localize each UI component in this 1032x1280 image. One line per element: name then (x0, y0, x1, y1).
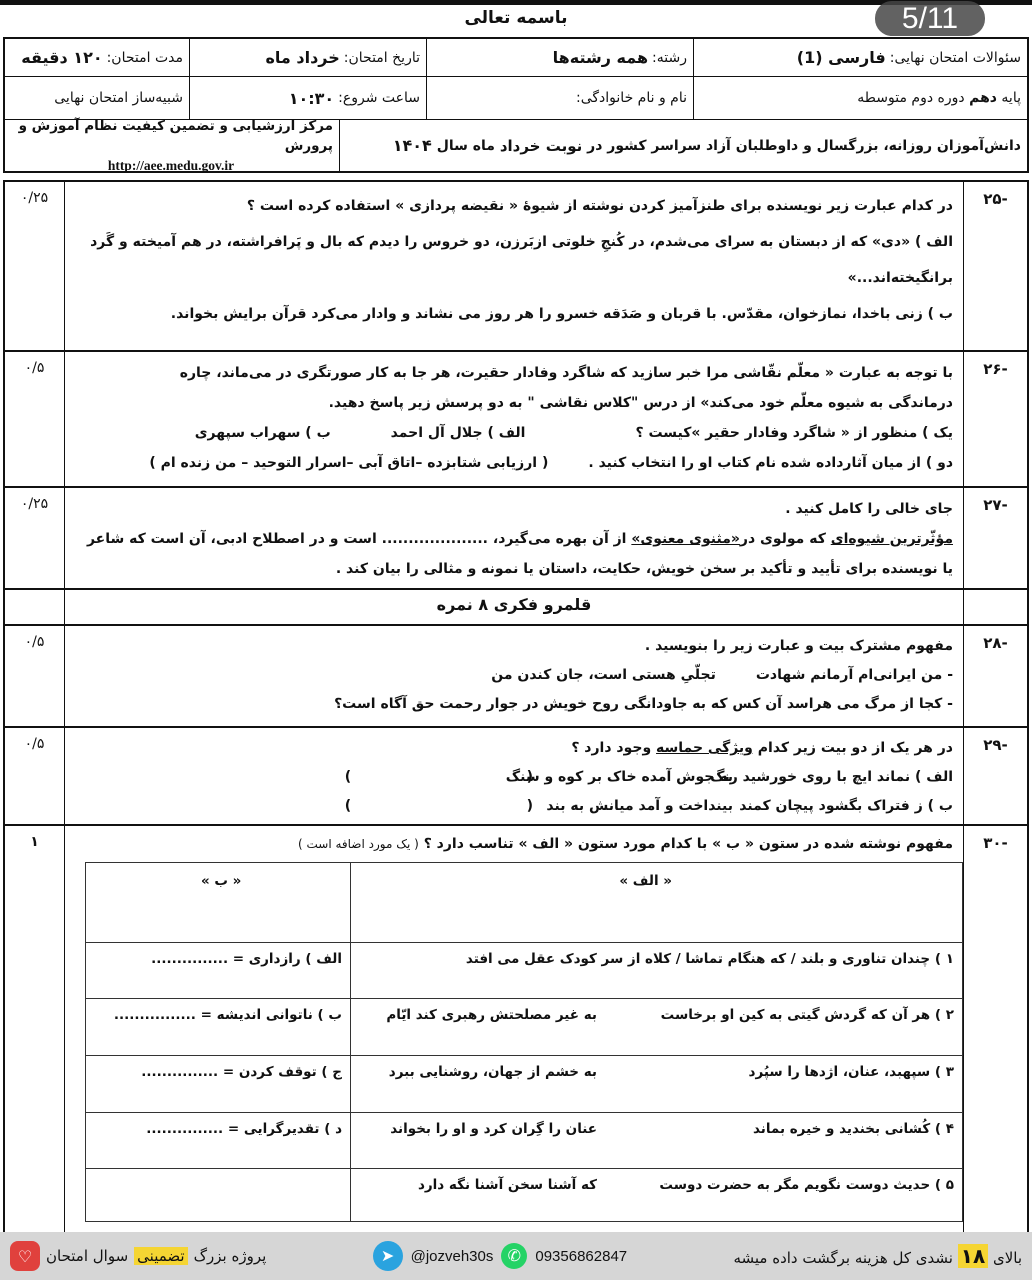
page-indicator: 5/11 (875, 1, 985, 36)
question-text-cont: یا نویسنده برای تأیید و تأکید بر سخن خویش، حکایت، داستان یا نمونه و مثالی را بیان کند . (335, 561, 953, 577)
answer-blank[interactable]: ( ) (344, 769, 533, 785)
date: خرداد ماه (265, 48, 340, 67)
question-number: -۲۶ (963, 352, 1027, 486)
column-a-text: ۴ ) کُشانی بخندید و خیره بماند (752, 1121, 954, 1137)
question-text: با توجه به عبارت « معلّم نقّاشی مرا خبر سازید که شاگرد وفادار حقیرت، هر جا به کار صورتگری در می‌ماند، چاره (179, 365, 953, 381)
text: از آن بهره می‌گیرد، (492, 531, 627, 547)
column-a-text-2: به خشم از جهان، روشنایی ببرد (388, 1064, 597, 1080)
center-url[interactable]: http://aee.medu.gov.ir (107, 157, 235, 173)
grade-cell (693, 77, 1027, 120)
date-label: تاریخ امتحان: (343, 49, 420, 66)
option-b: ب ) سهراب سپهری (194, 425, 331, 441)
question-score: ۰/۲۵ (5, 182, 65, 350)
column-a-text-2: که آشنا سخن آشنا نگه دارد (417, 1177, 597, 1193)
name-cell (426, 77, 693, 120)
exam-header (3, 37, 1029, 173)
subject: فارسی (1) (796, 48, 886, 67)
column-a-text-2: به غیر مصلحتش رهبری کند ایّام (386, 1007, 597, 1023)
highlight-text: تضمینی (134, 1247, 187, 1265)
column-a-text: ۱ ) چندان تناوری و بلند / که هنگام تماشا / کلاه از سر کودک عقل می افتد (465, 951, 954, 967)
empty-num (963, 590, 1027, 624)
book-options: ( ارزیابی شتابزده –اتاق آبی –اسرار التوحید – من زنده ام ) (149, 455, 549, 471)
question-text-cont: درماندگی به شیوه معلّم خود می‌کند» از درس "کلاس نقاشی " به دو پرسش زیر پاسخ دهید. (328, 395, 953, 411)
subject-cell (693, 39, 1027, 77)
duration: ۱۲۰ دقیقه (21, 48, 103, 67)
text: در هر یک از دو بیت زیر کدام (757, 740, 953, 756)
duration-cell (3, 39, 189, 77)
phone-number[interactable]: 09356862847 (535, 1247, 628, 1265)
table-row (86, 943, 962, 999)
question-29 (3, 728, 1029, 826)
audience-bold: نوبت خرداد (499, 136, 583, 155)
audience-cell (339, 120, 1027, 171)
underlined-text: ویژگی حماسه (656, 740, 753, 756)
answer-blank[interactable]: ( ) (344, 798, 533, 814)
option-b: ب ) زنی باخدا، نمازخوان، مقدّس. با قربان و صَدَقه خسرو را هر روز می نشاند و وادار می‌کرد قرآن برایش بخواند. (170, 306, 953, 322)
grade: دهم (969, 90, 997, 106)
center-cell (3, 117, 339, 173)
underlined-text: مؤثّرترین شیوه‌ای (830, 531, 953, 547)
verse-half-2: به جوش آمده خاک بر کوه و سنگ (505, 769, 733, 785)
verse-half-2: تجلّیِ هستی است، جان کندن من (491, 667, 716, 683)
blank: .................... (381, 531, 488, 547)
question-number: -۳۰ (963, 826, 1027, 1236)
grade-post: دوره دوم متوسطه (857, 90, 965, 106)
simulator: شبیه‌ساز امتحان نهایی (54, 90, 183, 106)
column-a-text: ۵ ) حدیث دوست نگویم مگر به حضرت دوست (659, 1177, 954, 1193)
sub-question-1: یک ) منظور از « شاگرد وفادار حقیر »کیست ؟ (635, 425, 953, 441)
question-score: ۰/۵ (5, 626, 65, 726)
table-row (86, 999, 962, 1056)
question-score: ۰/۵ (5, 728, 65, 824)
question-text: مفهوم نوشته شده در ستون « ب » با کدام مورد ستون « الف » تناسب دارد ؟ (423, 836, 953, 852)
column-b-text: ب ) ناتوانی اندیشه = ................ (113, 1007, 342, 1023)
question-number: -۲۷ (963, 488, 1027, 588)
section-header (3, 590, 1029, 626)
question-score: ۰/۲۵ (5, 488, 65, 588)
column-a-text-2: عنان را گِران کرد و او را بخواند (390, 1121, 597, 1137)
telegram-handle[interactable]: @jozveh30s (410, 1247, 494, 1265)
phrase: - کجا از مرگ می هراسد آن کس که به جاودانگی روح خویش در جوار رحمت حق آگاه است؟ (334, 696, 953, 712)
question-number: -۲۵ (963, 182, 1027, 350)
verse-half-1: - من ایرانی‌ام آرمانم شهادت (755, 667, 953, 683)
question-number: -۲۹ (963, 728, 1027, 824)
table-row (86, 1113, 962, 1169)
sub-question-2: دو ) از میان آثارداده شده نام کتاب او را انتخاب کنید . (588, 455, 953, 471)
audience-post: ماه سال (436, 137, 495, 154)
empty-score (5, 590, 65, 624)
column-a-text: ۳ ) سپهبد، عنان، اژدها را سپُرد (748, 1064, 954, 1080)
year: ۱۴۰۴ (392, 136, 432, 155)
column-a-text: ۲ ) هر آن که گردش گیتی به کین او برخاست (660, 1007, 954, 1023)
promo-number: ۱۸ (958, 1244, 988, 1268)
table-row (86, 1169, 962, 1223)
underlined-text: «مثنوی معنوی» (631, 531, 740, 547)
table-row (86, 1056, 962, 1113)
matching-table (85, 862, 963, 1222)
option-a: الف ) «دی» که از دبستان به سرای می‌شدم، در کُنجِ خلوتی ازبَرزن، دو خروس را دیدم که بال و پَرافراشته، در هم آمیخته و گَرد (90, 234, 953, 250)
simulator-cell (3, 77, 189, 120)
question-28 (3, 626, 1029, 728)
grade-pre: پایه (1001, 90, 1021, 106)
center-name: مرکز ارزشیابی و تضمین کیفیت نظام آموزش و پرورش (18, 117, 333, 154)
start-time: ۱۰:۳۰ (288, 88, 335, 108)
verse-half-1: الف ) نماند ایچ با روی خورشید رنگ (710, 769, 953, 785)
text: سوال امتحان (46, 1247, 129, 1265)
question-number: -۲۸ (963, 626, 1027, 726)
question-score: ۱ (5, 826, 65, 1236)
question-25 (3, 180, 1029, 352)
option-a-cont: برانگیخته‌اند...» (847, 270, 953, 286)
start-cell (189, 77, 426, 120)
verse-half-2: بینداخت و آمد میانش به بند (546, 798, 733, 814)
question-note: ( یک مورد اضافه است ) (298, 837, 419, 851)
question-26 (3, 352, 1029, 488)
question-text: در کدام عبارت زیر نویسنده برای طنزآمیز کردن نوشته از شیوهٔ « نقیضه پردازی » استفاده کرده است ؟ (246, 198, 953, 214)
question-27 (3, 488, 1029, 590)
project-text (10, 1241, 266, 1271)
question-text: مفهوم مشترک بیت و عبارت زیر را بنویسید . (644, 638, 953, 654)
text: نشدی کل هزینه برگشت داده میشه (733, 1249, 953, 1267)
promo-text (733, 1244, 1022, 1268)
duration-label: مدت امتحان: (106, 49, 183, 66)
column-b-text: الف ) رازداری = ............... (151, 951, 342, 967)
top-bar (0, 0, 1032, 5)
text: بالای (992, 1249, 1022, 1267)
field-label: رشته: (652, 49, 687, 66)
field-cell (426, 39, 693, 77)
doc-title: باسمه تعالی (464, 8, 568, 28)
section-title: قلمرو فکری ۸ نمره (436, 595, 592, 614)
text: است و در اصطلاح ادبی، آن است که شاعر (86, 531, 377, 547)
promo-footer (0, 1232, 1032, 1280)
text: که مولوی در (739, 531, 826, 547)
text: پروژه بزرگ (193, 1247, 267, 1265)
start-label: ساعت شروع: (338, 90, 420, 106)
question-score: ۰/۵ (5, 352, 65, 486)
date-cell (189, 39, 426, 77)
telegram-icon[interactable]: ➤ (373, 1241, 403, 1271)
table-header (86, 863, 962, 943)
audience-pre: دانش‌آموزان روزانه، بزرگسال و داوطلبان آزاد سراسر کشور در (587, 137, 1021, 154)
column-b-header: « ب » (201, 873, 242, 889)
verse-half-1: ب ) ز فتراک بگشود پیچان کمند (739, 798, 953, 814)
column-b-text: د ) تقدیرگرایی = ............... (146, 1121, 342, 1137)
question-text: جای خالی را کامل کنید . (785, 501, 953, 517)
whatsapp-icon[interactable]: ✆ (501, 1243, 527, 1269)
field: همه رشته‌ها (552, 48, 649, 67)
option-a: الف ) جلال آل احمد (390, 425, 526, 441)
heart-icon[interactable]: ♡ (10, 1241, 40, 1271)
column-b-text: ج ) توقف کردن = ............... (141, 1064, 342, 1080)
name-label: نام و نام خانوادگی: (576, 90, 687, 106)
subject-label: سئوالات امتحان نهایی: (889, 49, 1021, 66)
text: وجود دارد ؟ (571, 740, 652, 756)
column-a-header: « الف » (619, 873, 672, 889)
